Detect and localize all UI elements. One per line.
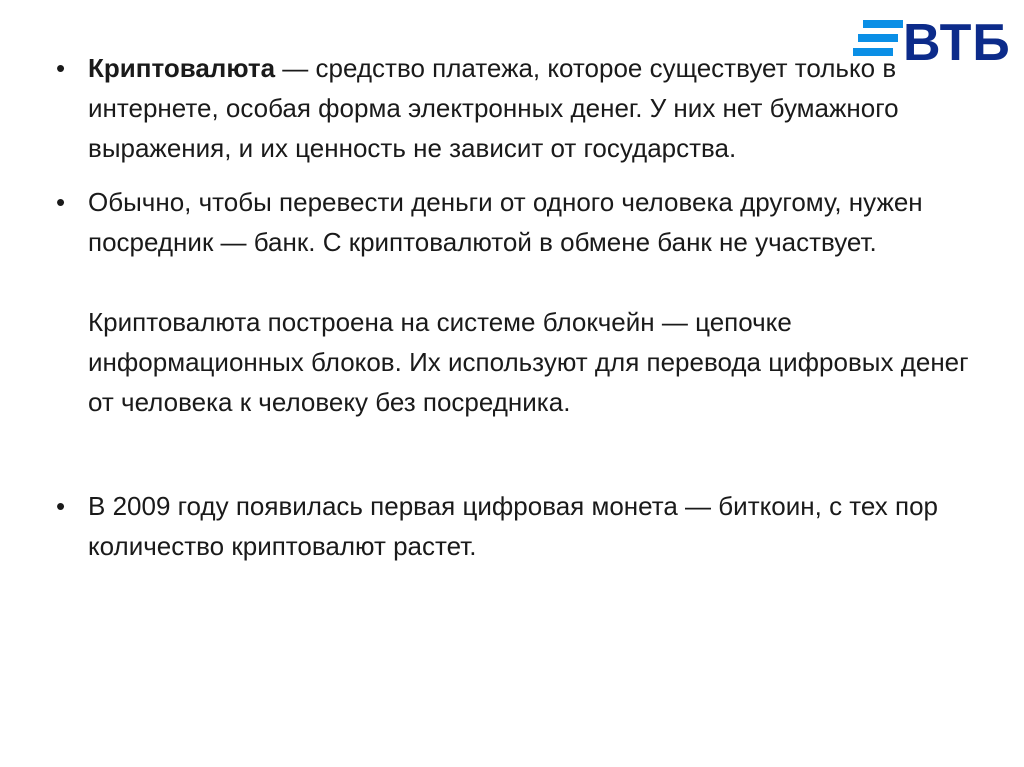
item-paragraph: В 2009 году появилась первая цифровая монета — биткоин, с тех пор количество криптовалют растет. bbox=[88, 491, 939, 561]
logo-text: ВТБ bbox=[903, 14, 1011, 72]
bullet-icon: • bbox=[56, 53, 66, 83]
term-definition: — средство платежа, которое существует только в интернете, особая форма электронных денег. У них нет бумажного выражения, и их ценность не зависит от государства. bbox=[88, 53, 899, 163]
list-item bbox=[50, 48, 970, 168]
bullet-icon: • bbox=[56, 491, 66, 521]
term-bold: Криптовалюта bbox=[88, 53, 276, 83]
bullet-icon: • bbox=[56, 187, 66, 217]
list-item bbox=[50, 486, 970, 566]
list-item bbox=[50, 182, 970, 422]
bullet-list bbox=[50, 48, 970, 566]
item-paragraph: Обычно, чтобы перевести деньги от одного человека другому, нужен посредник — банк. С криптовалютой в обмене банк не участвует. bbox=[88, 187, 923, 257]
item-paragraph: Криптовалюта построена на системе блокчейн — цепочке информационных блоков. Их используют для перевода цифровых денег от человека к человеку без посредника. bbox=[88, 307, 969, 417]
item-paragraph bbox=[88, 48, 970, 168]
